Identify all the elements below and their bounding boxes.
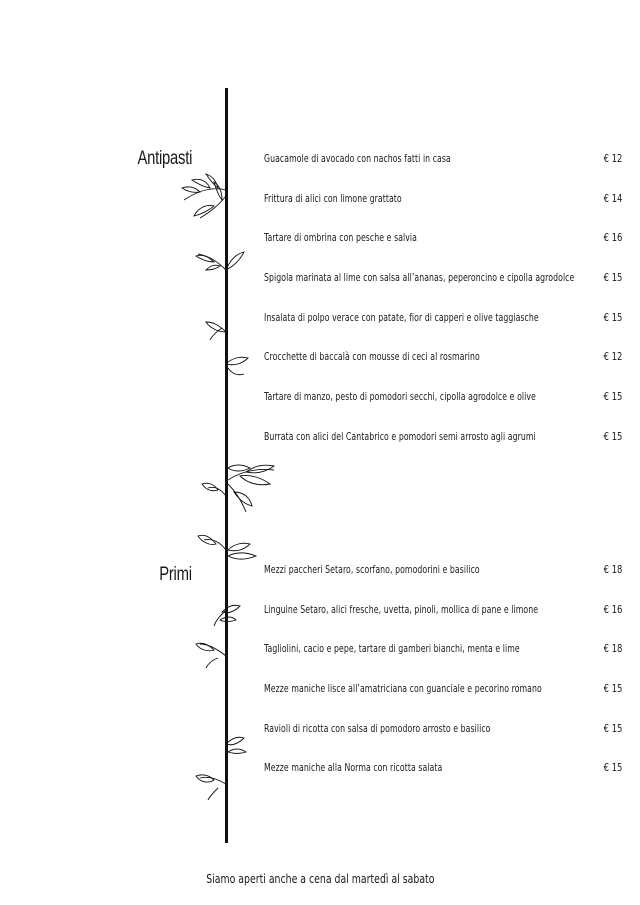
section-title-antipasti: Antipasti	[137, 148, 192, 169]
dish-price: € 15	[603, 391, 622, 404]
dish-price: € 15	[603, 683, 622, 696]
menu-item	[264, 350, 622, 390]
dish-price: € 12	[603, 351, 622, 364]
section-title-primi: Primi	[159, 564, 192, 585]
dish-name: Tagliolini, cacio e pepe, tartare di gamberi bianchi, menta e lime	[264, 643, 520, 656]
dish-name: Tartare di ombrina con pesche e salvia	[264, 232, 418, 245]
leaf-cluster-2	[196, 252, 244, 270]
leaf-cluster-4	[226, 357, 248, 375]
dish-price: € 15	[603, 430, 622, 443]
dish-name: Burrata con alici del Cantabrico e pomodori semi arrosto agli agrumi	[264, 430, 536, 443]
menu-item	[264, 192, 622, 232]
dish-price: € 18	[603, 564, 622, 576]
menu-item	[264, 563, 622, 603]
dish-price: € 15	[603, 311, 622, 324]
dish-price: € 15	[603, 272, 622, 285]
menu-item	[264, 642, 622, 682]
dish-name: Crocchette di baccalà con mousse di ceci al rosmarino	[264, 351, 480, 364]
leaf-cluster-10	[196, 775, 226, 800]
dish-name: Linguine Setaro, alici fresche, uvetta, pinoli, mollica di pane e limone	[264, 603, 539, 616]
menu-item	[264, 722, 622, 762]
leaf-cluster-5	[202, 465, 274, 512]
dish-price: € 15	[603, 762, 622, 775]
dish-name: Guacamole di avocado con nachos fatti in casa	[264, 153, 451, 165]
menu-item	[264, 430, 622, 470]
dish-name: Tartare di manzo, pesto di pomodori secchi, cipolla agrodolce e olive	[264, 391, 536, 404]
menu-item	[264, 231, 622, 271]
leaf-cluster-8	[196, 643, 226, 668]
dish-price: € 16	[603, 232, 622, 245]
menu-item	[264, 271, 622, 311]
primi-menu-list	[264, 563, 622, 801]
dish-name: Spigola marinata al lime con salsa all’ananas, peperoncino e cipolla agrodolce	[264, 272, 575, 285]
leaf-cluster-1	[182, 174, 226, 218]
opening-hours-note	[0, 872, 640, 886]
menu-item	[264, 761, 622, 801]
dish-name: Insalata di polpo verace con patate, fior di capperi e olive taggiasche	[264, 311, 539, 324]
dish-price: € 18	[603, 643, 622, 656]
dish-price: € 15	[603, 722, 622, 735]
leaf-cluster-6	[198, 535, 256, 559]
leaf-cluster-3	[206, 322, 226, 340]
dish-price: € 16	[603, 603, 622, 616]
dish-name: Mezze maniche lisce all’amatriciana con guanciale e pecorino romano	[264, 683, 542, 696]
leaf-cluster-7	[214, 605, 240, 626]
dish-name: Frittura di alici con limone grattato	[264, 192, 402, 205]
leaf-cluster-9	[226, 737, 246, 753]
menu-item	[264, 603, 622, 643]
menu-item	[264, 682, 622, 722]
menu-item	[264, 311, 622, 351]
menu-item	[264, 152, 622, 192]
dish-price: € 12	[603, 153, 622, 165]
dish-name: Mezzi paccheri Setaro, scorfano, pomodorini e basilico	[264, 564, 480, 576]
dish-name: Ravioli di ricotta con salsa di pomodoro arrosto e basilico	[264, 722, 491, 735]
dish-price: € 14	[603, 192, 622, 205]
dish-name: Mezze maniche alla Norma con ricotta salata	[264, 762, 443, 775]
antipasti-menu-list	[264, 152, 622, 470]
menu-item	[264, 390, 622, 430]
opening-hours-text: Siamo aperti anche a cena dal martedì al sabato	[205, 872, 435, 886]
